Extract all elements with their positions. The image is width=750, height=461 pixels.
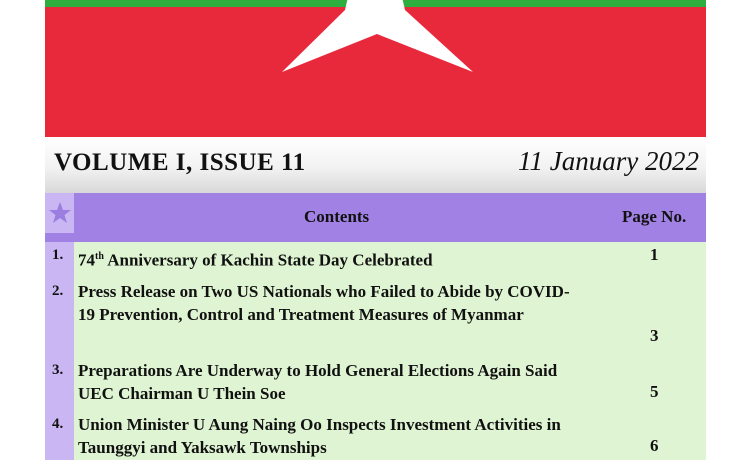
item-number: 1. [52, 247, 64, 263]
page-number-heading: Page No. [622, 207, 687, 226]
article-title[interactable]: Press Release on Two US Nationals who Failed to Abide by COVID-19 Prevention, Control and Treatment Measures of Myanmar [78, 282, 570, 324]
article-title[interactable]: 74th Anniversary of Kachin State Day Celebrated [78, 250, 433, 270]
volume-issue-label: VOLUME I, ISSUE 11 [54, 149, 306, 176]
table-row[interactable] [45, 359, 706, 407]
item-number: 4. [52, 416, 64, 432]
table-row[interactable] [45, 280, 706, 352]
table-row[interactable] [45, 244, 706, 270]
contents-header-row [45, 193, 706, 242]
article-title[interactable]: Union Minister U Aung Naing Oo Inspects Investment Activities in Taunggyi and Yaksawk Townships [78, 415, 561, 457]
issue-date: 11 January 2022 [518, 146, 699, 176]
table-row[interactable] [45, 413, 706, 461]
item-number: 2. [52, 283, 64, 299]
flag-star-icon [45, 0, 706, 137]
star-icon [45, 193, 74, 233]
issue-banner [45, 137, 706, 193]
table-of-contents [45, 193, 706, 460]
page-number: 1 [650, 245, 659, 264]
page-number: 3 [650, 326, 659, 345]
contents-heading: Contents [304, 207, 370, 226]
flag-header-image [45, 0, 706, 137]
page-number: 6 [650, 436, 659, 455]
article-title[interactable]: Preparations Are Underway to Hold General Elections Again Said UEC Chairman U Thein Soe [78, 361, 558, 403]
page-number: 5 [650, 382, 659, 401]
item-number: 3. [52, 362, 64, 378]
